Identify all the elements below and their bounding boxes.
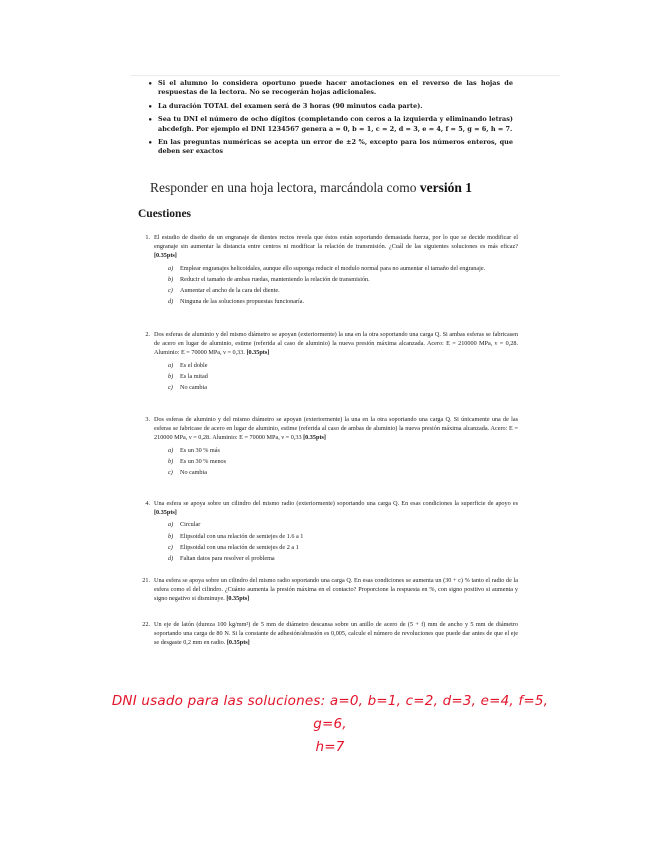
option-item: c) No cambia (168, 384, 207, 392)
option-item: b) Reducir el tamaño de ambas ruedas, manteniendo la relación de transmisión. (168, 275, 370, 283)
version-prefix: Responder en una hoja lectora, marcándola como (150, 180, 420, 195)
instructions-list (148, 79, 513, 161)
question-text: Una esfera se apoya sobre un cilindro del mismo radio (exteriormente) soportando una carga Q. En esas condiciones la superficie de apoyo es [0.35pts] (154, 500, 518, 517)
option-item: b) Elipsoidal con una relación de semiejes de 1.6 a 1 (168, 532, 304, 540)
option-item: a) Es el doble (168, 361, 208, 369)
instruction-item: • La duración TOTAL del examen será de 3 horas (90 minutos cada parte). (148, 102, 513, 111)
version-label: versión 1 (419, 180, 473, 195)
question-number: 1. (145, 234, 150, 241)
question-text: Una esfera se apoya sobre un cilindro del mismo radio soportando una carga Q. En esas condiciones se aumenta un (30 + c) % tanto el radio de la esfera como el del cilindro. ¿Cuánto aumenta la presión máxima en el contacto? Proporcione la respuesta en %, con signo positivo si aumenta y signo negativo si disminuye. [0.35pts] (154, 577, 518, 603)
option-item: b) Es la mitad (168, 372, 208, 380)
handwritten-dni-note (95, 690, 565, 759)
option-item: a) Es un 30 % más (168, 446, 220, 454)
handwritten-line: DNI usado para las soluciones: a=0, b=1, c=2, d=3, e=4, f=5, g=6, (111, 693, 549, 732)
instruction-item: • En las preguntas numéricas se acepta un error de ±2 %, excepto para los números enteros, que deben ser exactos (148, 138, 513, 157)
question-4 (134, 499, 518, 565)
version-heading (150, 180, 472, 196)
question-points: [0.35pts] (303, 434, 326, 442)
question-2 (134, 330, 518, 394)
option-item: d) Faltan datos para resolver el problema (168, 555, 275, 563)
question-number: 3. (145, 416, 150, 423)
options-list (168, 520, 518, 563)
question-text: Dos esferas de aluminio y del mismo diámetro se apoyan (exteriormente) la una en la otra soportando una carga Q. Si ambas esferas se fabricasen de acero en lugar de aluminio, estime (referida al caso de aluminio) la nueva presión máxima alcanzada. Acero: E = 210000 MPa, ν = 0,28. Aluminio: E = 70000 MPa, ν = 0,33. [0.35pts] (154, 331, 518, 357)
question-1 (134, 233, 518, 308)
question-22 (134, 620, 518, 648)
option-item: d) Ninguna de las soluciones propuestas funcionaría. (168, 298, 305, 306)
header-rule (130, 75, 560, 76)
option-item: a) Circular (168, 521, 201, 529)
handwritten-line: h=7 (315, 739, 345, 755)
option-item: c) Aumentar el ancho de la cara del diente. (168, 287, 280, 295)
question-number: 2. (145, 331, 150, 338)
question-3 (134, 415, 518, 479)
question-points: [0.35pts] (154, 509, 177, 517)
question-text: El estudio de diseño de un engranaje de dientes rectos revela que éstos están soportando demasiada fuerza, por lo que se decide modificar el engranaje sin aumentar la distancia entre centros ni modificar la relación de transmisión. ¿Cuál de las siguientes soluciones es más eficaz? [0.35pts] (154, 234, 518, 260)
option-item: c) No cambia (168, 469, 207, 477)
instruction-item: • Sea tu DNI el número de ocho dígitos (completando con ceros a la izquierda y eliminando letras) abcdefgh. Por ejemplo el DNI 1234567 genera a = 0, b = 1, c = 2, d = 3, e = 4, f = 5, g = 6, h = 7. (148, 115, 513, 134)
section-title: Cuestiones (138, 208, 192, 220)
options-list (168, 361, 518, 393)
question-points: [0.35pts] (226, 639, 250, 647)
option-item: a) Emplear engranajes helicoidales, aunque ello suponga reducir el modulo normal para no aumentar el tamaño del engranaje. (168, 264, 486, 272)
question-points: [0.35pts] (246, 349, 270, 357)
question-text: Dos esferas de aluminio y del mismo diámetro se apoyan (exteriormente) la una en la otra soportando una carga Q. Si únicamente una de las esferas se fabricase de acero en lugar de aluminio, estime (referida al caso de ambas de aluminio) la nueva presión máxima alcanzada. Acero: E = 210000 MPa, ν = 0,28. Aluminio: E = 70000 MPa, ν = 0,33 [0.35pts] (154, 416, 518, 442)
option-item: b) Es un 30 % menos (168, 457, 227, 465)
question-number: 22. (142, 621, 150, 628)
instruction-item: • Si el alumno lo considera oportuno puede hacer anotaciones en el reverso de las hojas de respuestas de la lectora. No se recogerán hojas adicionales. (148, 79, 513, 98)
option-item: c) Elipsoidal con una relación de semiejes de 2 a 1 (168, 543, 299, 551)
question-points: [0.35pts] (226, 595, 250, 603)
options-list (168, 446, 518, 478)
question-21 (134, 576, 518, 604)
options-list (168, 264, 518, 307)
question-text: Un eje de latón (dureza 100 kg/mm²) de 5 mm de diámetro descansa sobre un anillo de acero de (5 + f) mm de ancho y 5 mm de diámetro soportando una carga de 80 N. Si la constante de adhesión/abrasión es 0,005, calcule el número de revoluciones que puede dar antes de que el eje se desgaste 0,2 mm en radio. [0.35pts] (154, 621, 518, 647)
question-points: [0.35pts] (154, 252, 177, 260)
question-number: 21. (142, 577, 150, 584)
question-number: 4. (145, 500, 150, 507)
